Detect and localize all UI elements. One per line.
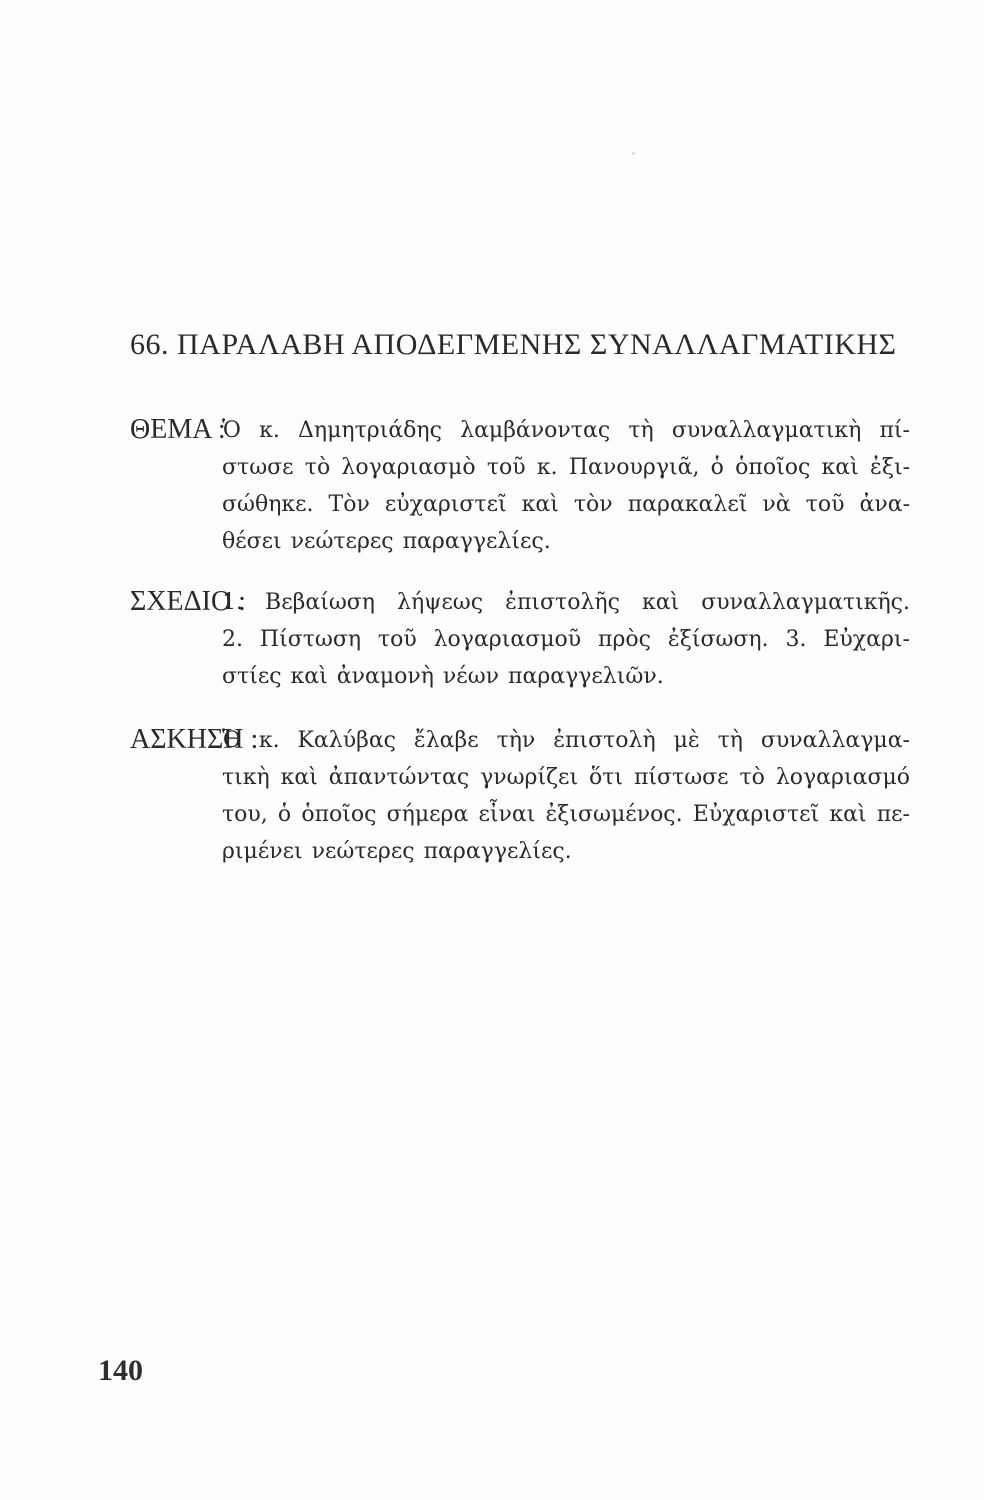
section-label-askisi: ΑΣΚΗΣΗ : bbox=[130, 724, 259, 755]
text-line: στωσε τὸ λογαριασμὸ τοῦ κ. Πανουργιᾶ, ὁ ὁποῖος καὶ ἐξι- bbox=[222, 455, 910, 480]
text-line: του, ὁ ὁποῖος σήμερα εἶναι ἐξισωμένος. Εὐχαριστεῖ καὶ πε- bbox=[222, 802, 910, 827]
text-line: τικὴ καὶ ἀπαντώντας γνωρίζει ὅτι πίστωσε τὸ λογαριασμό bbox=[222, 765, 910, 790]
text-line: θέσει νεώτερες παραγγελίες. bbox=[222, 529, 551, 554]
exercise-title: 66. ΠΑΡΑΛΑΒΗ ΑΠΟΔΕΓΜΕΝΗΣ ΣΥΝΑΛΛΑΓΜΑΤΙΚΗΣ bbox=[130, 328, 897, 361]
text-line: Ὁ κ. Δημητριάδης λαμβάνοντας τὴ συναλλαγματικὴ πί- bbox=[222, 418, 910, 443]
section-body-thema bbox=[222, 412, 910, 560]
text-line: ριμένει νεώτερες παραγγελίες. bbox=[222, 839, 572, 864]
section-label-thema: ΘΕΜΑ : bbox=[130, 414, 226, 445]
section-label-schedio: ΣΧΕΔΙΟ : bbox=[130, 586, 246, 617]
page-number: 140 bbox=[98, 1354, 143, 1387]
text-line: 1. Βεβαίωση λήψεως ἐπιστολῆς καὶ συναλλαγματικῆς. bbox=[222, 590, 910, 615]
section-body-schedio bbox=[222, 584, 910, 695]
paper-speck bbox=[632, 152, 635, 155]
text-line: στίες καὶ ἀναμονὴ νέων παραγγελιῶν. bbox=[222, 664, 664, 689]
text-line: 2. Πίστωση τοῦ λογαριασμοῦ πρὸς ἐξίσωση. 3. Εὐχαρι- bbox=[222, 627, 910, 652]
text-line: Ὁ κ. Καλύβας ἔλαβε τὴν ἐπιστολὴ μὲ τὴ συναλλαγμα- bbox=[222, 728, 910, 753]
text-line: σώθηκε. Τὸν εὐχαριστεῖ καὶ τὸν παρακαλεῖ νὰ τοῦ ἀνα- bbox=[222, 492, 910, 517]
section-body-askisi bbox=[222, 722, 910, 870]
